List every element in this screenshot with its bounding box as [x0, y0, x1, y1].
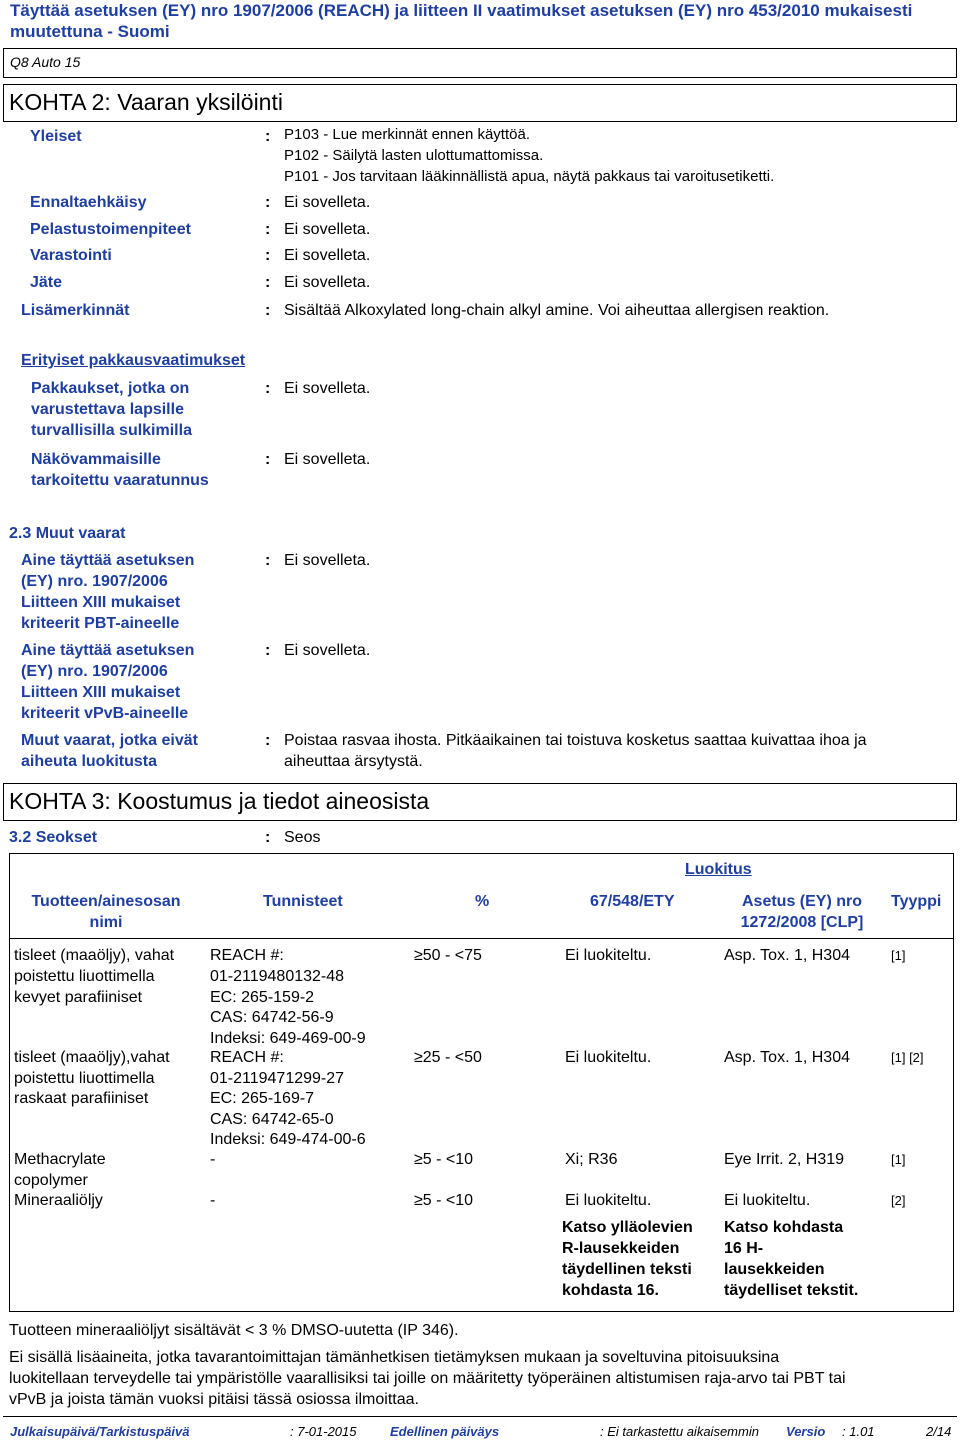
colon: :	[265, 829, 271, 846]
pbt-value: Ei sovelleta.	[284, 552, 371, 569]
directive-note-line2: R-lausekkeiden	[562, 1240, 680, 1257]
row4-directive: Ei luokiteltu.	[565, 1192, 652, 1209]
previous-date-value: : Ei tarkastettu aikaisemmin	[600, 1424, 759, 1439]
row3-name-line2: copolymer	[14, 1172, 88, 1189]
row2-id-line1: REACH #:	[210, 1049, 284, 1066]
col-clp-line1: Asetus (EY) nro	[741, 893, 862, 910]
misc-value-line1: Poistaa rasvaa ihosta. Pitkäaikainen tai toistuva kosketus saattaa kuivattaa ihoa ja	[284, 732, 867, 749]
issue-date-value: : 7-01-2015	[290, 1424, 357, 1439]
row1-id-line2: 01-2119480132-48	[210, 968, 345, 985]
row1-clp: Asp. Tox. 1, H304	[724, 947, 850, 964]
row3-type: [1]	[891, 1152, 906, 1167]
vpvb-label-line4: kriteerit vPvB-aineelle	[21, 705, 189, 722]
other-hazards-heading: 2.3 Muut vaarat	[9, 525, 126, 542]
colon: :	[265, 642, 271, 659]
child-closure-label-line2: varustettava lapsille	[31, 401, 184, 418]
row1-percent: ≥50 - <75	[414, 947, 482, 964]
page-number: 2/14	[926, 1424, 952, 1439]
pbt-label-line3: Liitteen XIII mukaiset	[21, 594, 181, 611]
misc-label-line1: Muut vaarat, jotka eivät	[21, 732, 198, 749]
prevention-value: Ei sovelleta.	[284, 194, 371, 211]
row1-type: [1]	[891, 948, 906, 963]
row1-name-line2: poistettu liuottimella	[14, 968, 155, 985]
pbt-label-line4: kriteerit PBT-aineelle	[21, 615, 180, 632]
vpvb-label-line2: (EY) nro. 1907/2006	[21, 663, 168, 680]
row2-id-line3: EC: 265-169-7	[210, 1090, 315, 1107]
row4-type: [2]	[891, 1193, 906, 1208]
section2-title: KOHTA 2: Vaaran yksilöinti	[9, 89, 283, 115]
row2-directive: Ei luokiteltu.	[565, 1049, 652, 1066]
row2-clp: Asp. Tox. 1, H304	[724, 1049, 850, 1066]
document-title-line2: muutettuna - Suomi	[10, 22, 170, 41]
footer-rule	[3, 1416, 957, 1417]
colon: :	[265, 302, 271, 319]
dmso-note: Tuotteen mineraaliöljyt sisältävät < 3 % DMSO-uutetta (IP 346).	[9, 1322, 459, 1339]
row2-name-line1: tisleet (maaöljy),vahat	[14, 1049, 170, 1066]
clp-note-line1: Katso kohdasta	[724, 1219, 844, 1236]
mixture-label: 3.2 Seokset	[9, 829, 98, 846]
tactile-label-line2: tarkoitettu vaaratunnus	[31, 472, 209, 489]
label-disposal: Jäte	[30, 274, 63, 291]
pbt-label-line2: (EY) nro. 1907/2006	[21, 573, 168, 590]
colon: :	[265, 380, 271, 397]
child-closure-label-line3: turvallisilla sulkimilla	[31, 422, 192, 439]
vpvb-label-line1: Aine täyttää asetuksen	[21, 642, 195, 659]
general-line3: P101 - Jos tarvitaan lääkinnällistä apua, näytä pakkaus tai varoitusetiketti.	[284, 168, 775, 185]
additives-paragraph-line1: Ei sisällä lisäaineita, jotka tavarantoimittajan tämänhetkisen tietämyksen mukaan ja soveltuvina pitoisuuksina	[9, 1349, 780, 1366]
colon: :	[265, 451, 271, 468]
col-type: Tyyppi	[891, 893, 942, 910]
label-response: Pelastustoimenpiteet	[30, 221, 191, 238]
row1-name-line1: tisleet (maaöljy), vahat	[14, 947, 175, 964]
response-value: Ei sovelleta.	[284, 221, 371, 238]
row4-id: -	[210, 1192, 216, 1209]
clp-note-line2: 16 H-	[724, 1240, 764, 1257]
packaging-heading: Erityiset pakkausvaatimukset	[21, 352, 246, 369]
row1-id-line3: EC: 265-159-2	[210, 989, 315, 1006]
pbt-label-line1: Aine täyttää asetuksen	[21, 552, 195, 569]
colon: :	[265, 274, 271, 291]
col-identifiers: Tunnisteet	[263, 893, 343, 910]
directive-note-line4: kohdasta 16.	[562, 1282, 659, 1299]
colon: :	[265, 128, 271, 145]
row3-clp: Eye Irrit. 2, H319	[724, 1151, 845, 1168]
row2-id-line5: Indeksi: 649-474-00-6	[210, 1131, 366, 1148]
version-label: Versio	[786, 1424, 826, 1439]
colon: :	[265, 221, 271, 238]
row2-type: [1] [2]	[891, 1050, 924, 1065]
product-name: Q8 Auto 15	[10, 54, 81, 70]
row1-directive: Ei luokiteltu.	[565, 947, 652, 964]
col-clp-line2: 1272/2008 [CLP]	[740, 914, 864, 931]
label-general: Yleiset	[30, 128, 82, 145]
colon: :	[265, 247, 271, 264]
issue-date-label: Julkaisupäivä/Tarkistuspäivä	[10, 1424, 190, 1439]
row3-percent: ≥5 - <10	[414, 1151, 474, 1168]
additives-paragraph-line3: vPvB ja joista tämän vuoksi pitäisi tässä osiossa ilmoittaa.	[9, 1391, 419, 1408]
row2-id-line4: CAS: 64742-65-0	[210, 1111, 334, 1128]
row2-name-line2: poistettu liuottimella	[14, 1070, 155, 1087]
row1-id-line5: Indeksi: 649-469-00-9	[210, 1030, 366, 1047]
directive-note-line3: täydellinen teksti	[562, 1261, 692, 1278]
misc-value-line2: aiheuttaa ärsytystä.	[284, 753, 423, 770]
row2-id-line2: 01-2119471299-27	[210, 1070, 345, 1087]
row2-percent: ≥25 - <50	[414, 1049, 482, 1066]
row4-clp: Ei luokiteltu.	[724, 1192, 811, 1209]
row4-percent: ≥5 - <10	[414, 1192, 474, 1209]
clp-note-line4: täydelliset tekstit.	[724, 1282, 859, 1299]
row1-id-line1: REACH #:	[210, 947, 284, 964]
col-name-line1: Tuotteen/ainesosan	[31, 893, 181, 910]
col-percent: %	[475, 893, 490, 910]
version-value: : 1.01	[842, 1424, 875, 1439]
product-box	[3, 48, 957, 78]
col-name-line2: nimi	[89, 914, 123, 931]
vpvb-value: Ei sovelleta.	[284, 642, 371, 659]
document-title-line1: Täyttää asetuksen (EY) nro 1907/2006 (REACH) ja liitteen II vaatimukset asetuksen (EY) nro 453/2010 mukaisesti	[10, 1, 913, 20]
storage-value: Ei sovelleta.	[284, 247, 371, 264]
classification-group-heading: Luokitus	[685, 861, 752, 878]
supplemental-value: Sisältää Alkoxylated long-chain alkyl amine. Voi aiheuttaa allergisen reaktion.	[284, 302, 830, 319]
colon: :	[265, 552, 271, 569]
colon: :	[265, 732, 271, 749]
general-line2: P102 - Säilytä lasten ulottumattomissa.	[284, 147, 544, 164]
disposal-value: Ei sovelleta.	[284, 274, 371, 291]
general-line1: P103 - Lue merkinnät ennen käyttöä.	[284, 126, 530, 143]
mixture-value: Seos	[284, 829, 321, 846]
additives-paragraph-line2: luokitellaan terveydelle tai ympäristölle vaarallisiksi tai joille on määritetty työperäinen altistumisen raja-arvo tai PBT tai	[9, 1370, 846, 1387]
row4-name: Mineraaliöljy	[14, 1192, 103, 1209]
vpvb-label-line3: Liitteen XIII mukaiset	[21, 684, 181, 701]
row3-id: -	[210, 1151, 216, 1168]
row2-name-line3: raskaat parafiiniset	[14, 1090, 149, 1107]
section3-title: KOHTA 3: Koostumus ja tiedot aineosista	[9, 788, 430, 814]
tactile-value: Ei sovelleta.	[284, 451, 371, 468]
directive-note-line1: Katso ylläolevien	[562, 1219, 693, 1236]
label-supplemental: Lisämerkinnät	[21, 302, 130, 319]
row1-id-line4: CAS: 64742-56-9	[210, 1009, 334, 1026]
row1-name-line3: kevyet parafiiniset	[14, 989, 143, 1006]
label-prevention: Ennaltaehkäisy	[30, 194, 147, 211]
table-header-divider	[9, 938, 954, 939]
clp-note-line3: lausekkeiden	[724, 1261, 825, 1278]
misc-label-line2: aiheuta luokitusta	[21, 753, 158, 770]
tactile-label-line1: Näkövammaisille	[31, 451, 161, 468]
colon: :	[265, 194, 271, 211]
row3-name-line1: Methacrylate	[14, 1151, 106, 1168]
col-directive: 67/548/ETY	[590, 893, 675, 910]
child-closure-label-line1: Pakkaukset, jotka on	[31, 380, 190, 397]
previous-date-label: Edellinen päiväys	[390, 1424, 500, 1439]
label-storage: Varastointi	[30, 247, 112, 264]
child-closure-value: Ei sovelleta.	[284, 380, 371, 397]
row3-directive: Xi; R36	[565, 1151, 618, 1168]
